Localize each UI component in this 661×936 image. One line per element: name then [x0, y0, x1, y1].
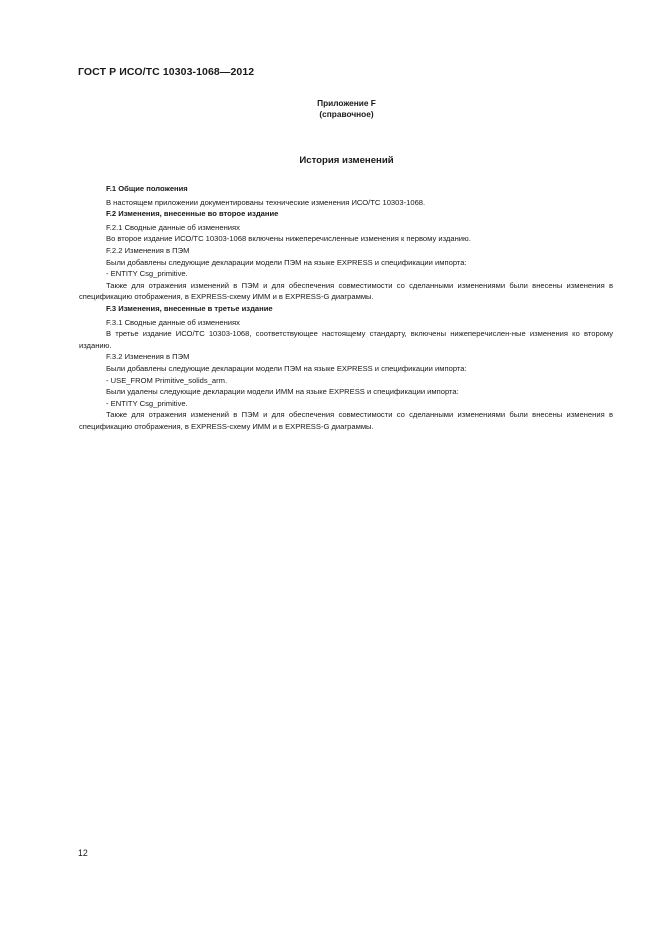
body-text	[79, 183, 613, 432]
paragraph: F.2.1 Сводные данные об изменениях	[106, 222, 240, 232]
annex-subtitle: (справочное)	[319, 109, 374, 119]
paragraph: - ENTITY Csg_primitive.	[106, 398, 188, 408]
paragraph: Были удалены следующие декларации модели ИММ на языке EXPRESS и спецификации импорта:	[106, 387, 459, 397]
paragraph: Во второе издание ИСО/ТС 10303-1068 включены нижеперечисленные изменения к первому изданию.	[106, 234, 471, 244]
paragraph: F.2.2 Изменения в ПЭМ	[106, 245, 190, 255]
paragraph: F.3.2 Изменения в ПЭМ	[106, 352, 190, 362]
subsection-heading: F.2 Изменения, внесенные во второе издание	[106, 209, 279, 219]
page-header: ГОСТ Р ИСО/ТС 10303-1068—2012	[78, 66, 255, 78]
paragraph: Также для отражения изменений в ПЭМ и для обеспечения совместимости со сделанными изменениями были внесены изменения в спецификацию отображения, в EXPRESS-схему ИММ и в EXPRESS-G диаграммы.	[79, 280, 613, 302]
paragraph: Были добавлены следующие декларации модели ПЭМ на языке EXPRESS и спецификации импорта:	[106, 257, 467, 267]
paragraph: - ENTITY Csg_primitive.	[106, 269, 188, 279]
paragraph: Были добавлены следующие декларации модели ПЭМ на языке EXPRESS и спецификации импорта:	[106, 363, 467, 373]
annex-title: Приложение F	[317, 98, 376, 108]
paragraph: - USE_FROM Primitive_solids_arm.	[106, 375, 228, 385]
annex-heading	[0, 98, 661, 120]
subsection-heading: F.3 Изменения, внесенные в третье издание	[106, 303, 273, 313]
paragraph: В настоящем приложении документированы технические изменения ИСО/ТС 10303-1068.	[106, 197, 426, 207]
section-title: История изменений	[299, 155, 394, 166]
paragraph: F.3.1 Сводные данные об изменениях	[106, 317, 240, 327]
paragraph: Также для отражения изменений в ПЭМ и для обеспечения совместимости со сделанными изменениями были внесены изменения в спецификацию отображения, в EXPRESS-схему ИММ и в EXPRESS-G диаграммы.	[79, 410, 613, 431]
page-number: 12	[78, 848, 88, 858]
subsection-heading: F.1 Общие положения	[106, 184, 188, 193]
paragraph: В третье издание ИСО/ТС 10303-1068, соответствующее настоящему стандарту, включены нижеперечислен-ные изменения ко второму изданию.	[79, 329, 613, 350]
